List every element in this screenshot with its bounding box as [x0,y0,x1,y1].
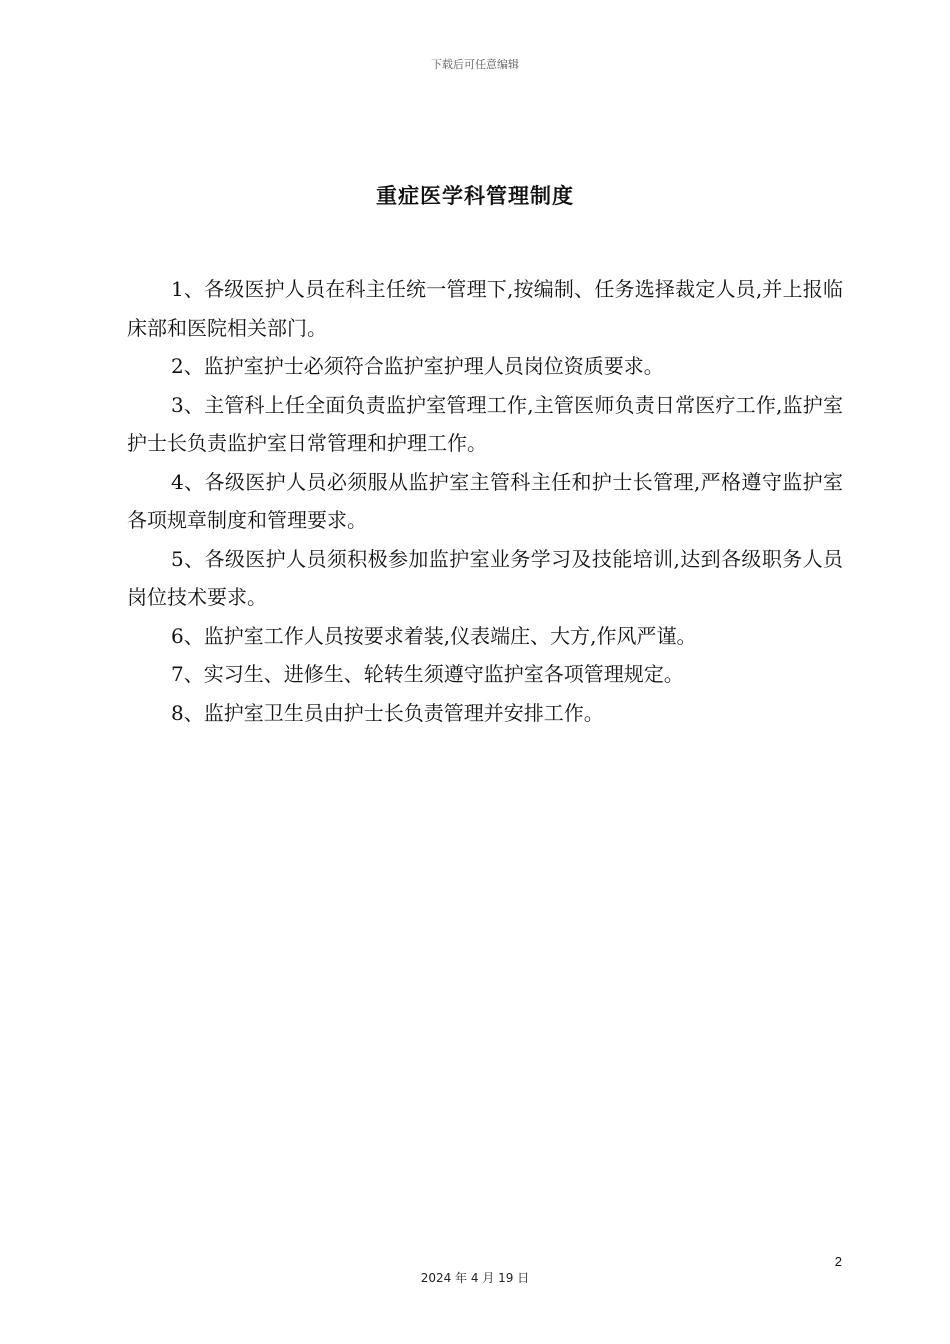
document-body [127,270,843,732]
page-number: 2 [834,1254,842,1269]
paragraph-6: 6、监护室工作人员按要求着装,仪表端庄、大方,作风严谨。 [171,623,697,648]
paragraph-5: 5、各级医护人员须积极参加监护室业务学习及技能培训,达到各级职务人员岗位技术要求。 [127,546,843,609]
document-title: 重症医学科管理制度 [376,184,574,208]
paragraph-3: 3、主管科上任全面负责监护室管理工作,主管医师负责日常医疗工作,监护室护士长负责监护室日常管理和护理工作。 [127,392,843,455]
paragraph-4: 4、各级医护人员必须服从监护室主管科主任和护士长管理,严格遵守监护室各项规章制度和管理要求。 [127,469,843,532]
paragraph-2: 2、监护室护士必须符合监护室护理人员岗位资质要求。 [171,354,664,378]
paragraph-7: 7、实习生、进修生、轮转生须遵守监护室各项管理规定。 [171,662,684,686]
paragraph-8: 8、监护室卫生员由护士长负责管理并安排工作。 [171,700,604,725]
paragraph-1: 1、各级医护人员在科主任统一管理下,按编制、任务选择裁定人员,并上报临床部和医院相关部门。 [127,277,843,340]
footer-date: 2024 年 4 月 19 日 [420,1271,530,1285]
header-note: 下载后可任意编辑 [431,58,519,71]
